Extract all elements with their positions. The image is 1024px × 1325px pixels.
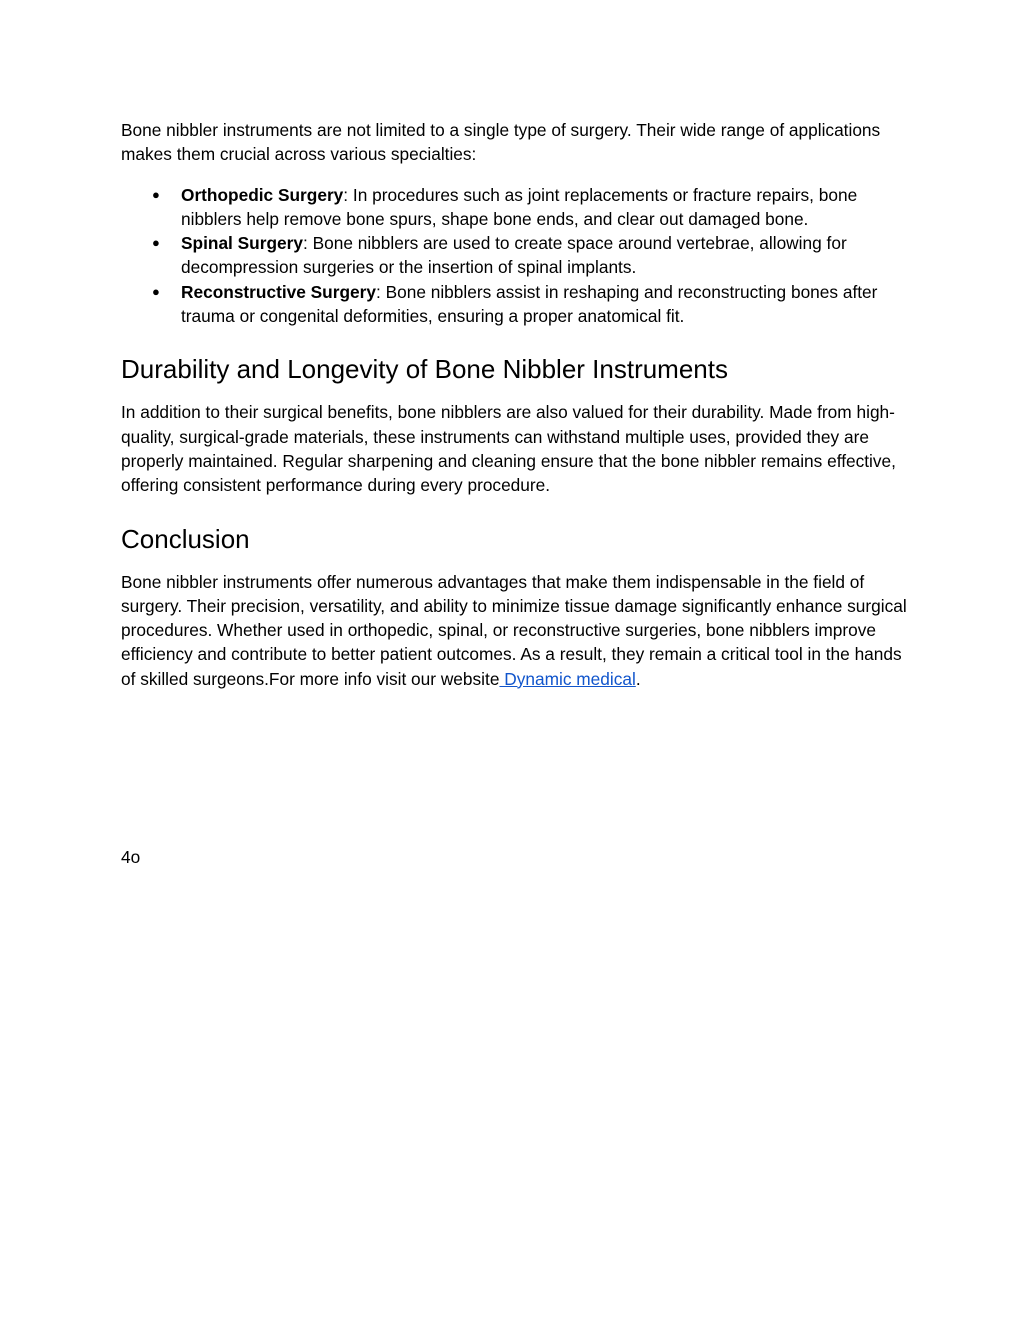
list-item-text: : Bone nibblers are used to create space around vertebrae, allowing for decompression surgeries or the insertion of spinal implants. — [181, 233, 847, 278]
bullet-icon: ● — [152, 235, 160, 251]
intro-paragraph: Bone nibbler instruments are not limited to a single type of surgery. Their wide range of applications makes them crucial across various specialties: — [121, 120, 881, 165]
dynamic-medical-link[interactable]: Dynamic medical — [499, 668, 636, 689]
conclusion-paragraph — [121, 570, 911, 691]
list-item-term: Reconstructive Surgery — [181, 281, 376, 302]
list-item-term: Orthopedic Surgery — [181, 184, 344, 205]
list-item — [121, 231, 911, 280]
list-item — [121, 183, 911, 232]
footer-note: 4o — [121, 847, 141, 867]
conclusion-heading: Conclusion — [121, 523, 250, 554]
list-item-text: : Bone nibblers assist in reshaping and reconstructing bones after trauma or congenital deformities, ensuring a proper anatomical fit. — [181, 281, 878, 327]
durability-paragraph: In addition to their surgical benefits, bone nibblers are also valued for their durability. Made from high-quality, surgical-grade materials, these instruments can withstand multiple uses, provided they are properly maintained. Regular sharpening and cleaning ensure that the bone nibbler remains effective, offering consistent performance during every procedure. — [121, 402, 896, 496]
durability-heading: Durability and Longevity of Bone Nibbler Instruments — [121, 354, 728, 385]
conclusion-text: Bone nibbler instruments offer numerous advantages that make them indispensable in the field of surgery. Their precision, versatility, and ability to minimize tissue damage significantly enhance surgical procedures. Whether used in orthopedic, spinal, or reconstructive surgeries, bone nibblers improve efficiency and contribute to better patient outcomes. As a result, they remain a critical tool in the hands of skilled surgeons.For more info visit our website — [121, 571, 907, 689]
document-page — [121, 118, 911, 691]
list-item — [121, 280, 911, 329]
list-item-text: : In procedures such as joint replacements or fracture repairs, bone nibblers help remove bone spurs, shape bone ends, and clear out damaged bone. — [181, 184, 858, 229]
bullet-icon: ● — [152, 283, 160, 299]
list-item-term: Spinal Surgery — [181, 233, 303, 254]
conclusion-period: . — [635, 668, 641, 689]
bullet-icon: ● — [152, 186, 160, 202]
specialties-list — [121, 183, 911, 329]
